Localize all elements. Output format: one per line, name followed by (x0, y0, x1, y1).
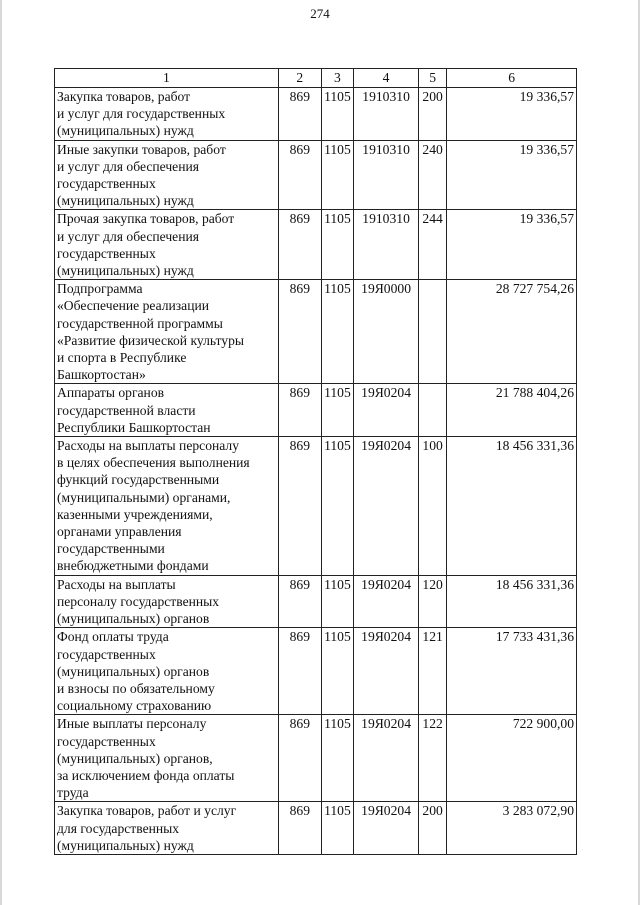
row-name: Расходы на выплаты персоналу в целях обеспечения выполнения функций государственными (муниципальными) органами, казенными учреждениями, органами управления государственными внебюджетными фондами (55, 437, 279, 576)
department-code: 869 (278, 437, 321, 576)
column-header: 1 (55, 69, 279, 88)
department-code: 869 (278, 210, 321, 280)
expense-type-code: 120 (419, 575, 447, 628)
section-code: 1105 (321, 802, 353, 855)
department-code: 869 (278, 88, 321, 141)
scan-edge-left (0, 0, 2, 905)
table-row (55, 715, 577, 802)
column-header: 5 (419, 69, 447, 88)
section-code: 1105 (321, 88, 353, 141)
amount: 17 733 431,36 (447, 628, 577, 715)
table-row (55, 88, 577, 141)
amount: 18 456 331,36 (447, 575, 577, 628)
row-name: Закупка товаров, работ и услуг для государственных (муниципальных) нужд (55, 88, 279, 141)
amount: 19 336,57 (447, 88, 577, 141)
expense-type-code: 100 (419, 437, 447, 576)
table-row (55, 210, 577, 280)
page-number: 274 (310, 6, 330, 21)
expense-type-code: 121 (419, 628, 447, 715)
section-code: 1105 (321, 575, 353, 628)
target-article-code: 19Я0204 (354, 575, 419, 628)
row-name: Фонд оплаты труда государственных (муниципальных) органов и взносы по обязательному социальному страхованию (55, 628, 279, 715)
table-row (55, 575, 577, 628)
amount: 21 788 404,26 (447, 384, 577, 437)
column-header: 2 (278, 69, 321, 88)
table-header-row (55, 69, 577, 88)
section-code: 1105 (321, 280, 353, 384)
row-name: Расходы на выплаты персоналу государственных (муниципальных) органов (55, 575, 279, 628)
budget-table (54, 68, 577, 855)
row-name: Прочая закупка товаров, работ и услуг для обеспечения государственных (муниципальных) нужд (55, 210, 279, 280)
expense-type-code: 200 (419, 802, 447, 855)
department-code: 869 (278, 384, 321, 437)
table-row (55, 437, 577, 576)
target-article-code: 19Я0204 (354, 437, 419, 576)
amount: 722 900,00 (447, 715, 577, 802)
table-row (55, 280, 577, 384)
target-article-code: 19Я0000 (354, 280, 419, 384)
table-row (55, 802, 577, 855)
expense-type-code: 200 (419, 88, 447, 141)
row-name: Закупка товаров, работ и услуг для государственных (муниципальных) нужд (55, 802, 279, 855)
table-row (55, 628, 577, 715)
expense-type-code (419, 280, 447, 384)
section-code: 1105 (321, 715, 353, 802)
target-article-code: 19Я0204 (354, 628, 419, 715)
target-article-code: 19Я0204 (354, 384, 419, 437)
section-code: 1105 (321, 140, 353, 210)
row-name: Подпрограмма «Обеспечение реализации государственной программы «Развитие физической культуры и спорта в Республике Башкортостан» (55, 280, 279, 384)
amount: 19 336,57 (447, 140, 577, 210)
department-code: 869 (278, 140, 321, 210)
target-article-code: 19Я0204 (354, 802, 419, 855)
amount: 19 336,57 (447, 210, 577, 280)
expense-type-code: 240 (419, 140, 447, 210)
amount: 18 456 331,36 (447, 437, 577, 576)
department-code: 869 (278, 280, 321, 384)
expense-type-code (419, 384, 447, 437)
amount: 28 727 754,26 (447, 280, 577, 384)
row-name: Аппараты органов государственной власти Республики Башкортостан (55, 384, 279, 437)
section-code: 1105 (321, 210, 353, 280)
section-code: 1105 (321, 437, 353, 576)
row-name: Иные выплаты персоналу государственных (муниципальных) органов, за исключением фонда оплаты труда (55, 715, 279, 802)
amount: 3 283 072,90 (447, 802, 577, 855)
column-header: 3 (321, 69, 353, 88)
row-name: Иные закупки товаров, работ и услуг для обеспечения государственных (муниципальных) нужд (55, 140, 279, 210)
department-code: 869 (278, 715, 321, 802)
target-article-code: 1910310 (354, 210, 419, 280)
table-row (55, 384, 577, 437)
target-article-code: 1910310 (354, 88, 419, 141)
section-code: 1105 (321, 628, 353, 715)
table-row (55, 140, 577, 210)
column-header: 6 (447, 69, 577, 88)
target-article-code: 19Я0204 (354, 715, 419, 802)
department-code: 869 (278, 628, 321, 715)
section-code: 1105 (321, 384, 353, 437)
department-code: 869 (278, 575, 321, 628)
column-header: 4 (354, 69, 419, 88)
target-article-code: 1910310 (354, 140, 419, 210)
expense-type-code: 122 (419, 715, 447, 802)
expense-type-code: 244 (419, 210, 447, 280)
department-code: 869 (278, 802, 321, 855)
